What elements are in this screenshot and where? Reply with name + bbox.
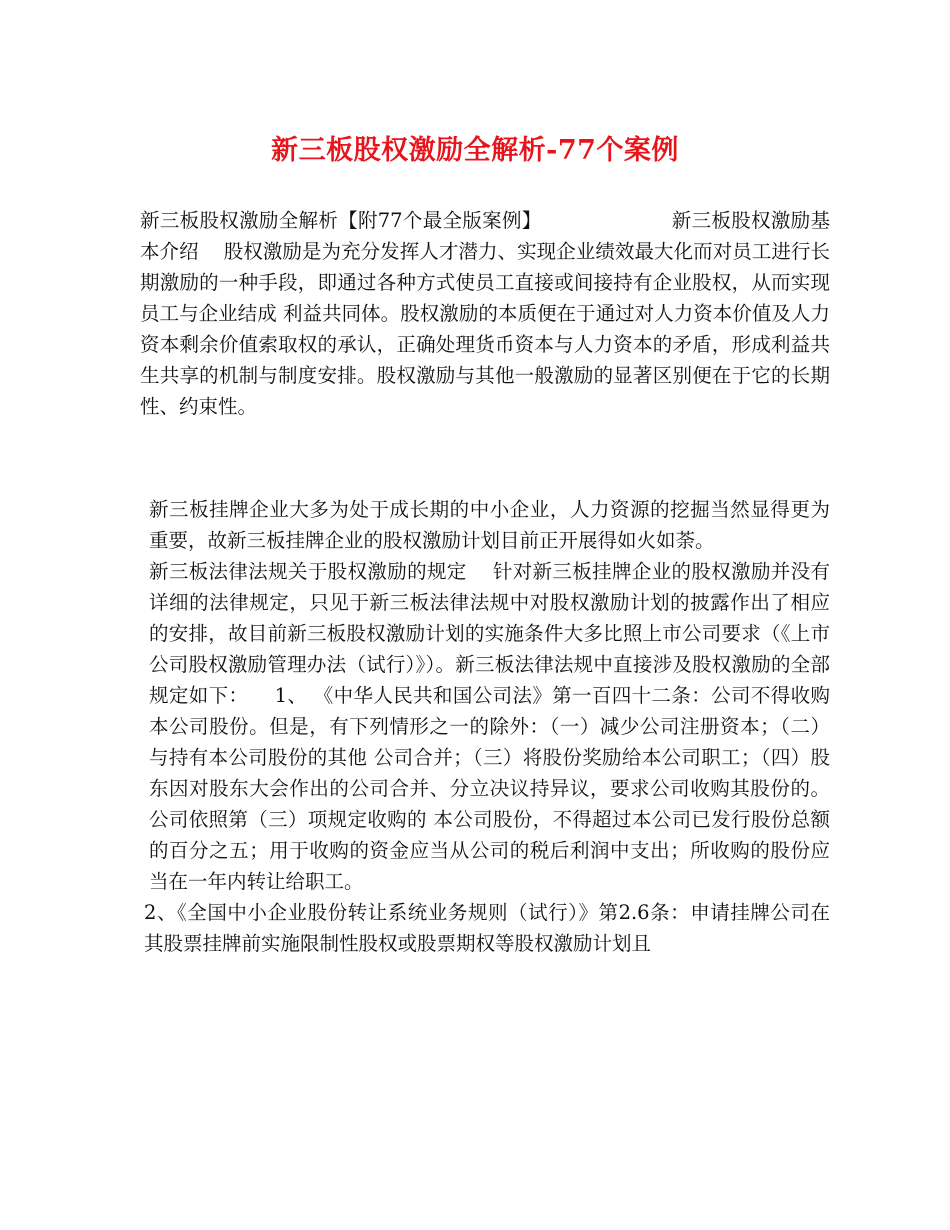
paragraph-intro: 新三板股权激励全解析【附77个最全版案例】 新三板股权激励基本介绍 股权激励是为充分发挥人才潜力、实现企业绩效最大化而对员工进行长期激励的一种手段，即通过各种方式使员工直接或间接持有企业股权，从而实现员工与企业结成 利益共同体。股权激励的本质便在于通过对人力资本价值及人力资本剩余价值索取权的承认，正确处理货币资本与人力资本的矛盾，形成利益共生共享的机制与制度安排。股权激励与其他一般激励的显著区别便在于它的长期性、约束性。 (140, 209, 830, 418)
document-title: 新三板股权激励全解析-77个案例 (271, 135, 679, 166)
body-section-main (140, 494, 830, 959)
body-section-intro (140, 205, 830, 422)
paragraph-legal-rules: 新三板法律法规关于股权激励的规定 针对新三板挂牌企业的股权激励并没有详细的法律规定，只见于新三板法律法规中对股权激励计划的披露作出了相应的安排，故目前新三板股权激励计划的实施条件大多比照上市公司要求（《上市公司股权激励管理办法（试行）》）。新三板法律法规中直接涉及股权激励的全部规定如下： 1、 《中华人民共和国公司法》第一百四十二条：公司不得收购本公司股份。但是，有下列情形之一的除外：（一）减少公司注册资本；（二）与持有本公司股份的其他 公司合并；（三）将股份奖励给本公司职工；（四）股东因对股东大会作出的公司合并、分立决议持异议，要求公司收购其股份的。公司依照第（三）项规定收购的 本公司股份，不得超过本公司已发行股份总额的百分之五；用于收购的资金应当从公司的税后利润中支出；所收购的股份应当在一年内转让给职工。 (149, 560, 830, 893)
paragraph-business-rules: 2、《全国中小企业股份转让系统业务规则（试行）》第2.6条：申请挂牌公司在其股票挂牌前实施限制性股权或股票期权等股权激励计划且 (144, 901, 830, 955)
paragraph-growth-stage: 新三板挂牌企业大多为处于成长期的中小企业，人力资源的挖掘当然显得更为重要，故新三板挂牌企业的股权激励计划目前正开展得如火如荼。 (149, 498, 830, 552)
